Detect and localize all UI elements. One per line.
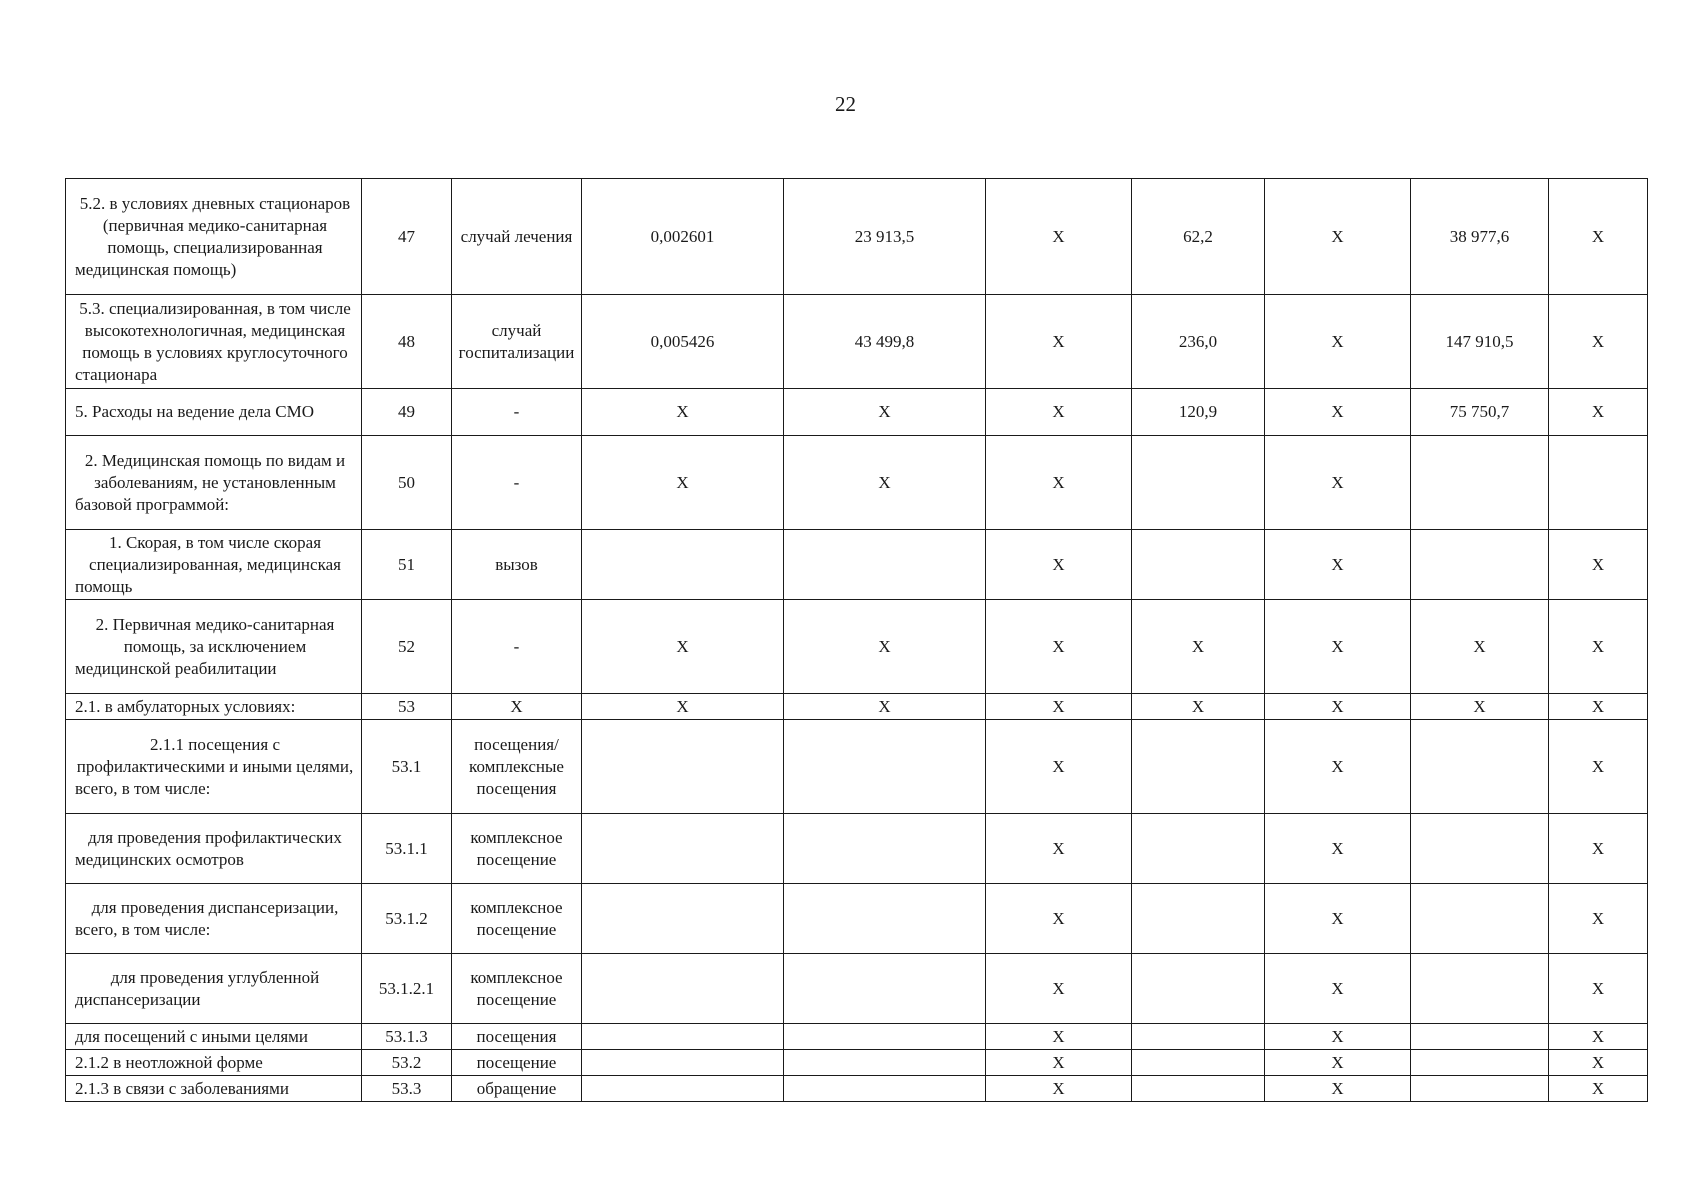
row-number: 51 [362,530,452,600]
cell-c8: X [1265,1076,1411,1102]
cell-c5: X [784,436,986,530]
cell-c9 [1411,1076,1549,1102]
table-row [66,1024,1648,1050]
cell-c9 [1411,436,1549,530]
cell-c9 [1411,530,1549,600]
cell-c7 [1132,720,1265,814]
row-number: 53.1 [362,720,452,814]
cell-c7 [1132,954,1265,1024]
cell-c8: X [1265,954,1411,1024]
cell-c7: 62,2 [1132,179,1265,295]
row-unit: - [452,389,582,436]
cell-c4 [582,884,784,954]
row-number: 50 [362,436,452,530]
cell-c6: X [986,600,1132,694]
cell-c7 [1132,530,1265,600]
cell-c5 [784,814,986,884]
cell-c10: X [1549,1024,1648,1050]
cell-c10: X [1549,884,1648,954]
table-row [66,720,1648,814]
cell-c6: X [986,1050,1132,1076]
row-name: для посещений с иными целями [66,1024,362,1050]
row-name: 2.1. в амбулаторных условиях: [66,694,362,720]
row-number: 53.1.1 [362,814,452,884]
table-row [66,295,1648,389]
row-number: 53.1.2.1 [362,954,452,1024]
row-unit: - [452,600,582,694]
cell-c10: X [1549,1050,1648,1076]
cell-c8: X [1265,1024,1411,1050]
cell-c6: X [986,530,1132,600]
cell-c4: X [582,389,784,436]
row-unit: посещения/комплексные посещения [452,720,582,814]
row-name: 5.3. специализированная, в том числе высокотехнологичная, медицинская помощь в условиях круглосуточного стационара [66,295,362,389]
cell-c10: X [1549,720,1648,814]
row-unit: посещения [452,1024,582,1050]
table-row [66,1050,1648,1076]
row-unit: посещение [452,1050,582,1076]
row-number: 49 [362,389,452,436]
cell-c9: 75 750,7 [1411,389,1549,436]
cell-c9: X [1411,600,1549,694]
cell-c5 [784,954,986,1024]
cell-c6: X [986,814,1132,884]
row-number: 48 [362,295,452,389]
cell-c4 [582,530,784,600]
row-name: 2. Первичная медико-санитарная помощь, за исключением медицинской реабилитации [66,600,362,694]
cell-c4: X [582,600,784,694]
row-unit: комплексное посещение [452,954,582,1024]
cell-c6: X [986,1076,1132,1102]
cell-c6: X [986,694,1132,720]
cell-c4: X [582,436,784,530]
row-unit: обращение [452,1076,582,1102]
cell-c10: X [1549,530,1648,600]
cell-c7: 236,0 [1132,295,1265,389]
cell-c9 [1411,954,1549,1024]
cell-c4: 0,002601 [582,179,784,295]
cell-c7 [1132,1076,1265,1102]
table-row [66,530,1648,600]
cell-c10: X [1549,814,1648,884]
cell-c9: 147 910,5 [1411,295,1549,389]
cell-c5: 23 913,5 [784,179,986,295]
cell-c10: X [1549,1076,1648,1102]
row-unit: случай лечения [452,179,582,295]
cell-c9 [1411,1024,1549,1050]
cell-c10: X [1549,600,1648,694]
cell-c8: X [1265,600,1411,694]
row-name: 2.1.2 в неотложной форме [66,1050,362,1076]
row-name: 2.1.1 посещения с профилактическими и иными целями, всего, в том числе: [66,720,362,814]
cell-c9 [1411,884,1549,954]
cell-c8: X [1265,295,1411,389]
row-unit: комплексное посещение [452,814,582,884]
cell-c7 [1132,884,1265,954]
cell-c10: X [1549,179,1648,295]
cell-c5 [784,1024,986,1050]
row-number: 53.1.3 [362,1024,452,1050]
cell-c4 [582,720,784,814]
cell-c8: X [1265,814,1411,884]
row-name: 5. Расходы на ведение дела СМО [66,389,362,436]
cell-c6: X [986,389,1132,436]
cell-c4 [582,814,784,884]
cell-c7 [1132,436,1265,530]
cell-c4 [582,1050,784,1076]
cell-c7: X [1132,600,1265,694]
row-name: 2. Медицинская помощь по видам и заболеваниям, не установленным базовой программой: [66,436,362,530]
row-unit: вызов [452,530,582,600]
cell-c5: X [784,389,986,436]
cell-c10: X [1549,954,1648,1024]
row-number: 53.1.2 [362,884,452,954]
row-unit: случай госпитализации [452,295,582,389]
cell-c7 [1132,814,1265,884]
table-row [66,436,1648,530]
cell-c6: X [986,295,1132,389]
cell-c9: 38 977,6 [1411,179,1549,295]
cell-c6: X [986,954,1132,1024]
cell-c7: 120,9 [1132,389,1265,436]
cell-c4: X [582,694,784,720]
cell-c4 [582,1076,784,1102]
table-row [66,694,1648,720]
table-row [66,814,1648,884]
table-row [66,954,1648,1024]
cell-c6: X [986,436,1132,530]
cell-c7 [1132,1024,1265,1050]
cell-c8: X [1265,389,1411,436]
row-name: для проведения диспансеризации, всего, в том числе: [66,884,362,954]
cell-c10 [1549,436,1648,530]
cell-c8: X [1265,179,1411,295]
row-number: 53.3 [362,1076,452,1102]
row-name: 2.1.3 в связи с заболеваниями [66,1076,362,1102]
cell-c7: X [1132,694,1265,720]
row-unit: комплексное посещение [452,884,582,954]
row-number: 52 [362,600,452,694]
cell-c4 [582,954,784,1024]
cell-c9: X [1411,694,1549,720]
row-name: для проведения профилактических медицинских осмотров [66,814,362,884]
cell-c9 [1411,720,1549,814]
cell-c9 [1411,814,1549,884]
cell-c5 [784,720,986,814]
cell-c10: X [1549,295,1648,389]
cell-c8: X [1265,694,1411,720]
page-number: 22 [835,92,856,116]
cell-c5 [784,1050,986,1076]
cell-c5 [784,530,986,600]
table-row [66,1076,1648,1102]
cell-c4 [582,1024,784,1050]
row-unit: - [452,436,582,530]
cell-c8: X [1265,530,1411,600]
table-row [66,389,1648,436]
row-unit: X [452,694,582,720]
row-number: 53 [362,694,452,720]
cell-c5: X [784,694,986,720]
row-name: 5.2. в условиях дневных стационаров (первичная медико-санитарная помощь, специализированная медицинская помощь) [66,179,362,295]
cell-c7 [1132,1050,1265,1076]
table-row [66,884,1648,954]
cell-c8: X [1265,436,1411,530]
cell-c6: X [986,884,1132,954]
data-table [65,178,1648,1102]
cell-c10: X [1549,389,1648,436]
cell-c5: X [784,600,986,694]
row-number: 53.2 [362,1050,452,1076]
cell-c6: X [986,1024,1132,1050]
table-row [66,600,1648,694]
cell-c5 [784,884,986,954]
cell-c8: X [1265,884,1411,954]
cell-c8: X [1265,1050,1411,1076]
cell-c10: X [1549,694,1648,720]
cell-c5 [784,1076,986,1102]
row-name: для проведения углубленной диспансеризации [66,954,362,1024]
cell-c8: X [1265,720,1411,814]
row-name: 1. Скорая, в том числе скорая специализированная, медицинская помощь [66,530,362,600]
cell-c4: 0,005426 [582,295,784,389]
table-row [66,179,1648,295]
cell-c6: X [986,179,1132,295]
cell-c6: X [986,720,1132,814]
cell-c9 [1411,1050,1549,1076]
cell-c5: 43 499,8 [784,295,986,389]
row-number: 47 [362,179,452,295]
